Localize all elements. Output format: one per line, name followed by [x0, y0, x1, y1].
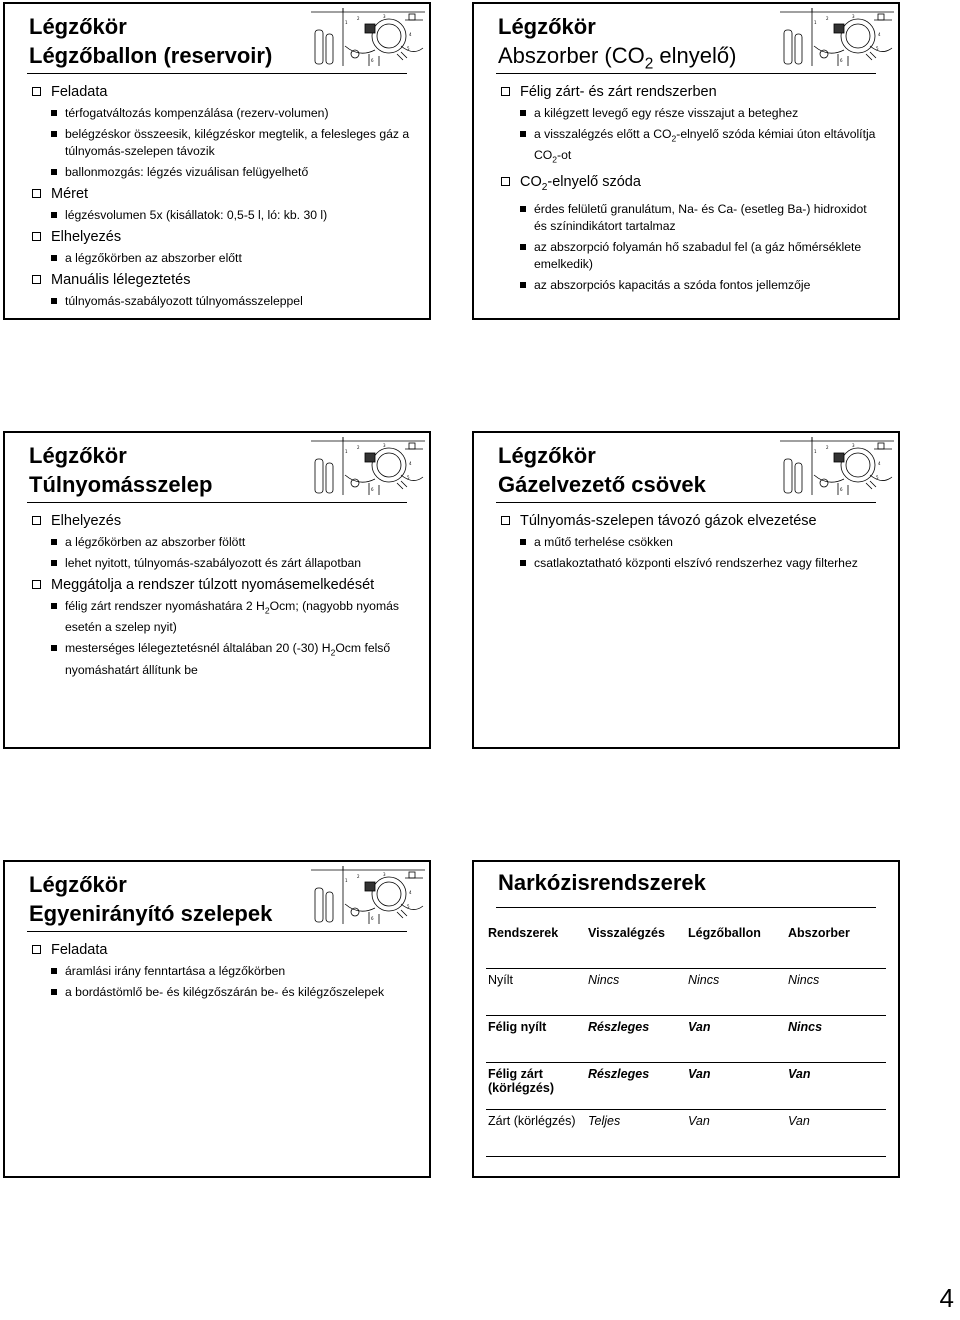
slide-title	[498, 441, 706, 499]
table-header-cell: Visszalégzés	[586, 922, 686, 969]
table-cell: Teljes	[586, 1110, 686, 1157]
table-cell: Van	[686, 1063, 786, 1110]
slide-title	[29, 12, 272, 70]
table-cell: Van	[786, 1063, 886, 1110]
slide-tulnyomasszelep	[3, 431, 431, 749]
page-number: 4	[939, 1283, 954, 1313]
table-cell: Van	[786, 1110, 886, 1157]
slide-legzoballon	[3, 2, 431, 320]
systems-table	[486, 922, 886, 1157]
bullet-l2: a műtő terhelése csökken	[520, 534, 880, 551]
slide-title-line1: Légzőkör	[498, 14, 596, 39]
bullet-l2: belégzéskor összeesik, kilégzéskor megtelik, a felesleges gáz a túlnyomás-szelepen távozik	[51, 126, 411, 160]
table-cell: Zárt (körlégzés)	[486, 1110, 586, 1157]
slide-title-line2: Abszorber ($CO_2$ elnyelő)	[498, 43, 737, 73]
table-header-cell: Rendszerek	[486, 922, 586, 969]
slide-title-line2: Túlnyomásszelep	[29, 472, 213, 497]
bullet-l2: túlnyomás-szabályozott túlnyomásszeleppel	[51, 293, 411, 310]
bullet-l1: Túlnyomás-szelepen távozó gázok elvezetése	[500, 512, 880, 530]
table-cell: Van	[686, 1110, 786, 1157]
slide-title-line1: Légzőkör	[29, 443, 127, 468]
table-header-cell: Légzőballon	[686, 922, 786, 969]
bullet-l2: érdes felületű granulátum, Na- és Ca- (esetleg Ba-) hidroxidot és színindikátort tartalmaz	[520, 201, 880, 235]
anesthesia-machine-diagram	[309, 6, 427, 68]
slide-gazelvezeto-csovek	[472, 431, 900, 749]
slide-title-line2: Gázelvezető csövek	[498, 472, 706, 497]
slide-content	[31, 79, 411, 310]
table-cell: Nincs	[686, 969, 786, 1016]
bullet-l2: a légzőkörben az abszorber fölött	[51, 534, 411, 551]
title-rule	[27, 502, 407, 503]
bullet-l2: légzésvolumen 5x (kisállatok: 0,5-5 l, ló: kb. 30 l)	[51, 207, 411, 224]
bullet-l2: az abszorpció folyamán hő szabadul fel (a gáz hőmérséklete emelkedik)	[520, 239, 880, 273]
bullet-l2: mesterséges lélegeztetésnél általában 20 (-30) $H_2Ocm$ felső nyomáshatárt állítunk be	[51, 640, 411, 678]
slide-content	[500, 79, 880, 294]
slide-abszorber	[472, 2, 900, 320]
anesthesia-machine-diagram	[778, 435, 896, 497]
bullet-l2: a légzőkörben az abszorber előtt	[51, 250, 411, 267]
bullet-l1: Manuális lélegeztetés	[31, 271, 411, 289]
bullet-l2: lehet nyitott, túlnyomás-szabályozott és zárt állapotban	[51, 555, 411, 572]
table-cell: Nincs	[586, 969, 686, 1016]
slide-title	[498, 12, 736, 78]
slide-title	[29, 441, 212, 499]
bullet-l1: Elhelyezés	[31, 512, 411, 530]
slide-title-line1: Légzőkör	[29, 872, 127, 897]
table-cell: Részleges	[586, 1063, 686, 1110]
bullet-l1: Feladata	[31, 83, 411, 101]
table-header-cell: Abszorber	[786, 922, 886, 969]
bullet-l2: ballonmozgás: légzés vizuálisan felügyelhető	[51, 164, 411, 181]
bullet-l2: a kilégzett levegő egy része visszajut a beteghez	[520, 105, 880, 122]
table-cell: Nincs	[786, 969, 886, 1016]
bullet-l2: a visszalégzés előtt a $CO_2$-elnyelő szóda kémiai úton eltávolítja $CO_2-ot$	[520, 126, 880, 169]
slide-egyeniranyito-szelepek	[3, 860, 431, 1178]
table-row	[486, 1110, 886, 1157]
table-cell: Van	[686, 1016, 786, 1063]
table-cell: Részleges	[586, 1016, 686, 1063]
slide-content	[31, 508, 411, 679]
bullet-l1: Félig zárt- és zárt rendszerben	[500, 83, 880, 101]
table-cell: Nincs	[786, 1016, 886, 1063]
title-rule	[496, 502, 876, 503]
anesthesia-machine-diagram	[309, 435, 427, 497]
anesthesia-machine-diagram	[309, 864, 427, 926]
slide-title-line1: Légzőkör	[498, 443, 596, 468]
table-row	[486, 969, 886, 1016]
table-cell: Félig nyílt	[486, 1016, 586, 1063]
title-rule	[27, 931, 407, 932]
table-row	[486, 1016, 886, 1063]
slide-title-line2: Légzőballon (reservoir)	[29, 43, 273, 68]
slide-narkozisrendszerek	[472, 860, 900, 1178]
table-row	[486, 1063, 886, 1110]
bullet-l1: Elhelyezés	[31, 228, 411, 246]
bullet-l1: Méret	[31, 185, 411, 203]
table-header-row	[486, 922, 886, 969]
bullet-l1: Feladata	[31, 941, 411, 959]
bullet-l1: Meggátolja a rendszer túlzott nyomásemelkedését	[31, 576, 411, 594]
anesthesia-machine-diagram	[778, 6, 896, 68]
bullet-l2: félig zárt rendszer nyomáshatára 2 $H_2Ocm$; (nagyobb nyomás esetén a szelep nyit)	[51, 598, 411, 636]
title-rule	[496, 73, 876, 74]
slide-content	[31, 937, 411, 1001]
slide-title-line2: Egyenirányító szelepek	[29, 901, 273, 926]
table-cell: Félig zárt (körlégzés)	[486, 1063, 586, 1110]
title-rule	[27, 73, 407, 74]
title-rule	[496, 907, 876, 908]
slide-title: Narkózisrendszerek	[498, 870, 706, 895]
bullet-l1: $CO_2$-elnyelő szóda	[500, 173, 880, 197]
bullet-l2: áramlási irány fenntartása a légzőkörben	[51, 963, 411, 980]
slide-title-line1: Légzőkör	[29, 14, 127, 39]
table-cell: Nyílt	[486, 969, 586, 1016]
bullet-l2: a bordástömlő be- és kilégzőszárán be- és kilégzőszelepek	[51, 984, 411, 1001]
bullet-l2: az abszorpciós kapacitás a szóda fontos jellemzője	[520, 277, 880, 294]
slide-title	[29, 870, 272, 928]
bullet-l2: térfogatváltozás kompenzálása (rezerv-volumen)	[51, 105, 411, 122]
bullet-l2: csatlakoztatható központi elszívó rendszerhez vagy filterhez	[520, 555, 880, 572]
slide-content	[500, 508, 880, 572]
